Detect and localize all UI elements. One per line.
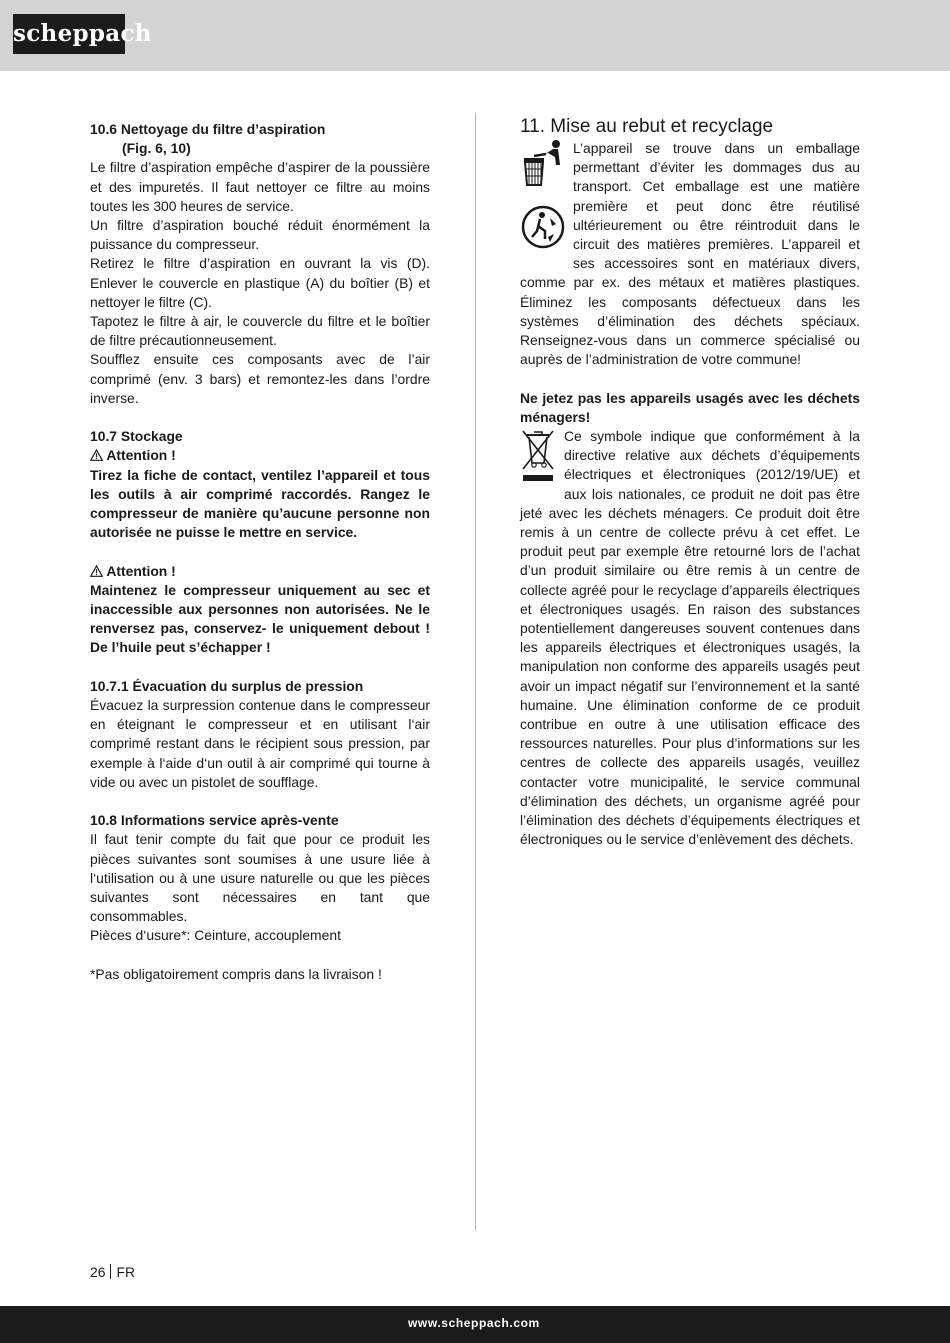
footer-url[interactable]: www.scheppach.com bbox=[408, 1316, 540, 1330]
right-column bbox=[520, 115, 860, 850]
weee-para: Ce symbole indique que conformément à la directive relative aux déchets d’équipements électriques et électroniques (2012/19/UE) et aux lois nationales, ce produit ne doit pas être jeté avec les déchets ménagers. Ce produit doit être remis à un centre de collecte prévu à cet effet. Le produit peut par exemple être retourné lors de l’achat d’un produit similaire ou être remis à un centre de collecte agréé pour le recyclage d’appareils électriques et électroniques usagés. En raison des substances potentiellement dangereuses souvent contenues dans les appareils électriques et électroniques usagés, la manipulation non conforme des appareils usagés peut avoir un impact négatif sur l’environnement et la santé humaine. Une élimination conforme de ce produit contribue en outre à une utilisation efficace des ressources naturelles. Pour plus d’informations sur les centres de collecte des appareils usagés, veuillez contacter votre municipalité, le service communal d’élimination des déchets, un organisme agréé pour l’élimination des déchets d’équipements électriques et électroniques ou le service d’enlèvement des déchets. bbox=[520, 428, 860, 848]
wear-parts-line: Pièces d‘usure*: Ceinture, accouplement bbox=[90, 927, 341, 944]
page-number-value: 26 bbox=[90, 1264, 106, 1280]
section-10-8-para: Il faut tenir compte du fait que pour ce produit les pièces suivantes sont soumises à une usure liée à l‘utilisation ou à une usure naturelle ou que les pièces suivantes sont nécessaires en tant que consommables. bbox=[90, 831, 430, 925]
section-10-6-para-4: Tapotez le filtre à air, le couvercle du filtre et le boîtier de filtre précautionneusement. bbox=[90, 313, 430, 349]
trash-bin-person-icon bbox=[520, 139, 566, 201]
language-code: FR bbox=[116, 1264, 135, 1280]
attention-text-1: Attention ! bbox=[106, 447, 176, 464]
weee-heading: Ne jetez pas les appareils usagés avec les déchets ménagers! bbox=[520, 389, 860, 425]
section-10-6-para-3: Retirez le filtre d’aspiration en ouvrant la vis (D). Enlever le couvercle en plastique (A) du boîtier (B) et nettoyer le filtre (C). bbox=[90, 255, 430, 310]
attention-text-2: Attention ! bbox=[106, 562, 176, 579]
attention-label-1 bbox=[90, 446, 430, 465]
warning-text-1: Tirez la fiche de contact, ventilez l’appareil et tous les outils à air comprimé raccordés. Rangez le compresseur de manière qu’aucune personne non autorisée ne puisse le mettre en service. bbox=[90, 466, 430, 541]
attention-label-2 bbox=[90, 562, 430, 581]
warning-text-2: Maintenez le compresseur uniquement au sec et inaccessible aux personnes non autorisées. Ne le renversez pas, conservez- le uniquement debout ! De l’huile peut s’échapper ! bbox=[90, 581, 430, 656]
warning-triangle-icon bbox=[90, 565, 103, 577]
warning-triangle-icon bbox=[90, 449, 103, 461]
section-11-para: L’appareil se trouve dans un emballage permettant d’éviter les dommages dus au transport. Cet emballage est une matière première et peut donc être réutilisé ultérieurement ou être réintroduit dans le circuit des matières premières. L’appareil et ses accessoires sont en matériaux divers, comme par ex. des métaux et matières plastiques. Éliminez les composants défectueux dans les systèmes d’élimination des déchets spéciaux. Renseignez-vous dans un commerce spécialisé ou auprès de l’administration de votre commune! bbox=[520, 140, 860, 368]
section-10-8-title: 10.8 Informations service après-vente bbox=[90, 812, 339, 829]
section-11-title: 11. Mise au rebut et recyclage bbox=[520, 116, 774, 137]
recycling-icons bbox=[520, 139, 573, 255]
section-10-7-1-title: 10.7.1 Évacuation du surplus de pression bbox=[90, 677, 364, 694]
weee-symbol bbox=[520, 427, 564, 488]
column-divider bbox=[475, 113, 476, 1230]
recycle-icon bbox=[520, 204, 566, 250]
page-number bbox=[90, 1264, 135, 1280]
page-header bbox=[0, 0, 950, 71]
weee-crossed-bin-icon bbox=[520, 427, 556, 483]
section-10-6-para-1: Le filtre d’aspiration empêche d’aspirer de la poussière et des impuretés. Il faut nettoyer ce filtre au moins toutes les 300 heures de service. bbox=[90, 159, 430, 214]
footnote: *Pas obligatoirement compris dans la livraison ! bbox=[90, 965, 382, 982]
section-10-6-para-5: Soufflez ensuite ces composants avec de l’air comprimé (env. 3 bars) et remontez-les dans l’ordre inverse. bbox=[90, 351, 430, 406]
left-column bbox=[90, 120, 430, 984]
brand-logo: scheppach bbox=[13, 14, 125, 54]
section-10-6-fig-ref: (Fig. 6, 10) bbox=[122, 140, 191, 157]
section-10-6-title: 10.6 Nettoyage du filtre d’aspiration bbox=[90, 121, 326, 137]
section-10-6-para-2: Un filtre d’aspiration bouché réduit énormément la puissance du compresseur. bbox=[90, 217, 430, 253]
section-10-7-title: 10.7 Stockage bbox=[90, 428, 183, 445]
section-10-7-1-para: Évacuez la surpression contenue dans le compresseur en éteignant le compresseur et en utilisant l‘air comprimé restant dans le récipient sous pression, par exemple à l‘aide d‘un outil à air comprimé qui tourne à vide ou avec un pistolet de soufflage. bbox=[90, 697, 430, 790]
